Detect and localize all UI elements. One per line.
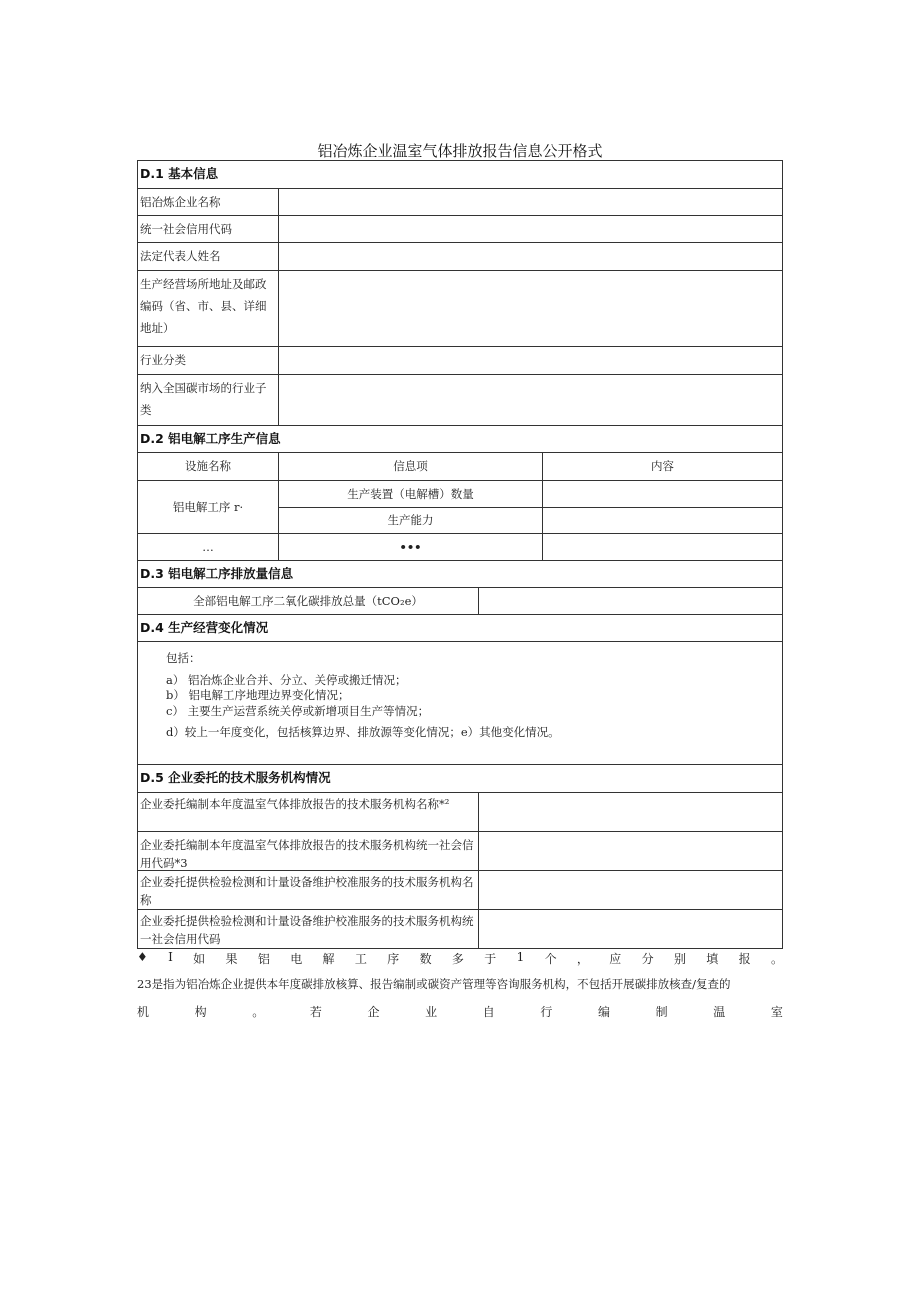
section-d4-table: [137, 614, 783, 765]
d5-label: 企业委托提供检验检测和计量设备维护校准服务的技术服务机构统一社会信用代码: [140, 914, 474, 946]
section-d1-table: [137, 160, 783, 426]
d1-value-field[interactable]: [278, 243, 782, 270]
d3-value-field[interactable]: [478, 588, 782, 615]
d5-row: [138, 832, 782, 871]
d5-label: 企业委托提供检验检测和计量设备维护校准服务的技术服务机构名称: [140, 875, 474, 907]
d3-row: [138, 588, 782, 615]
item-capacity: 生产能力: [387, 513, 434, 527]
d1-label: 统一社会信用代码: [140, 222, 232, 236]
section-d1-heading: D.1 基本信息: [138, 161, 782, 189]
d5-value-field[interactable]: [478, 793, 782, 831]
content-field[interactable]: [542, 481, 782, 507]
footnote-2: 23是指为铝冶炼企业提供本年度碳排放核算、报告编制或碳资产管理等咨询服务机构，不包括开展碳排放核查/复查的: [137, 977, 731, 991]
d5-label: 企业委托编制本年度温室气体排放报告的技术服务机构名称*²: [140, 797, 450, 811]
col-item-header: 信息项: [278, 453, 542, 480]
d1-row: [138, 347, 782, 375]
d2-header-row: [138, 453, 782, 481]
d4-item: d）较上一年度变化，包括核算边界、排放源等变化情况；e）其他变化情况。: [166, 725, 560, 739]
d2-ellipsis-row: [138, 534, 782, 561]
d1-label: 行业分类: [140, 353, 186, 367]
d1-row: [138, 243, 782, 271]
d5-row: [138, 910, 782, 948]
item-unit-count: 生产装置（电解槽）数量: [347, 487, 474, 501]
d1-value-field[interactable]: [278, 375, 782, 425]
ellipsis: …: [202, 540, 214, 554]
d5-label: 企业委托编制本年度温室气体排放报告的技术服务机构统一社会信用代码*3: [140, 838, 474, 870]
d4-item: a） 铝冶炼企业合并、分立、关停或搬迁情况；: [166, 673, 407, 687]
d1-label: 生产经营场所地址及邮政编码（省、市、县、详细地址）: [140, 277, 267, 335]
section-d3-table: [137, 560, 783, 615]
section-d5-heading: D.5 企业委托的技术服务机构情况: [138, 765, 782, 793]
d1-label: 纳入全国碳市场的行业子类: [140, 381, 267, 417]
d1-row: [138, 271, 782, 347]
section-d4-heading: D.4 生产经营变化情况: [138, 615, 782, 642]
d1-row: [138, 375, 782, 425]
d3-label: 全部铝电解工序二氧化碳排放总量（tCO₂e）: [193, 594, 423, 608]
section-d5-table: [137, 764, 783, 949]
d1-value-field[interactable]: [278, 347, 782, 374]
footnote-1: ♦ I 如 果 铝 电 解 工 序 数 多 于 1 个 ， 应 分 别 填 报 。: [137, 950, 783, 966]
d5-value-field[interactable]: [478, 832, 782, 870]
d4-item: c） 主要生产运营系统关停或新增项目生产等情况；: [166, 704, 430, 718]
section-d2-heading: D.2 铝电解工序生产信息: [138, 426, 782, 453]
content-field[interactable]: [542, 507, 782, 533]
d5-row: [138, 793, 782, 832]
d1-row: [138, 189, 782, 216]
col-facility-header: 设施名称: [185, 459, 231, 473]
d1-value-field[interactable]: [278, 271, 782, 346]
page-title: 铝冶炼企业温室气体排放报告信息公开格式: [317, 142, 603, 160]
bullet-icon: ♦: [137, 950, 148, 964]
section-d3-heading: D.3 铝电解工序排放量信息: [138, 561, 782, 588]
section-d2-table: [137, 425, 783, 561]
d4-intro: 包括：: [166, 651, 201, 665]
facility-name: 铝电解工序 r·: [172, 500, 244, 514]
d5-value-field[interactable]: [478, 910, 782, 948]
d4-content: [138, 642, 782, 764]
d5-row: [138, 871, 782, 910]
d1-row: [138, 216, 782, 243]
d2-facility-row: [138, 481, 782, 534]
d4-item: b） 铝电解工序地理边界变化情况；: [166, 688, 350, 702]
d1-label: 铝冶炼企业名称: [140, 195, 221, 209]
d1-value-field[interactable]: [278, 216, 782, 242]
col-content-header: 内容: [542, 453, 782, 480]
d1-value-field[interactable]: [278, 189, 782, 215]
d5-value-field[interactable]: [478, 871, 782, 909]
content-field[interactable]: [542, 534, 782, 561]
ellipsis: •••: [278, 534, 542, 561]
footnote-3: 机 构 。 若 企 业 自 行 编 制 温 室: [137, 1005, 783, 1019]
d1-label: 法定代表人姓名: [140, 249, 221, 263]
